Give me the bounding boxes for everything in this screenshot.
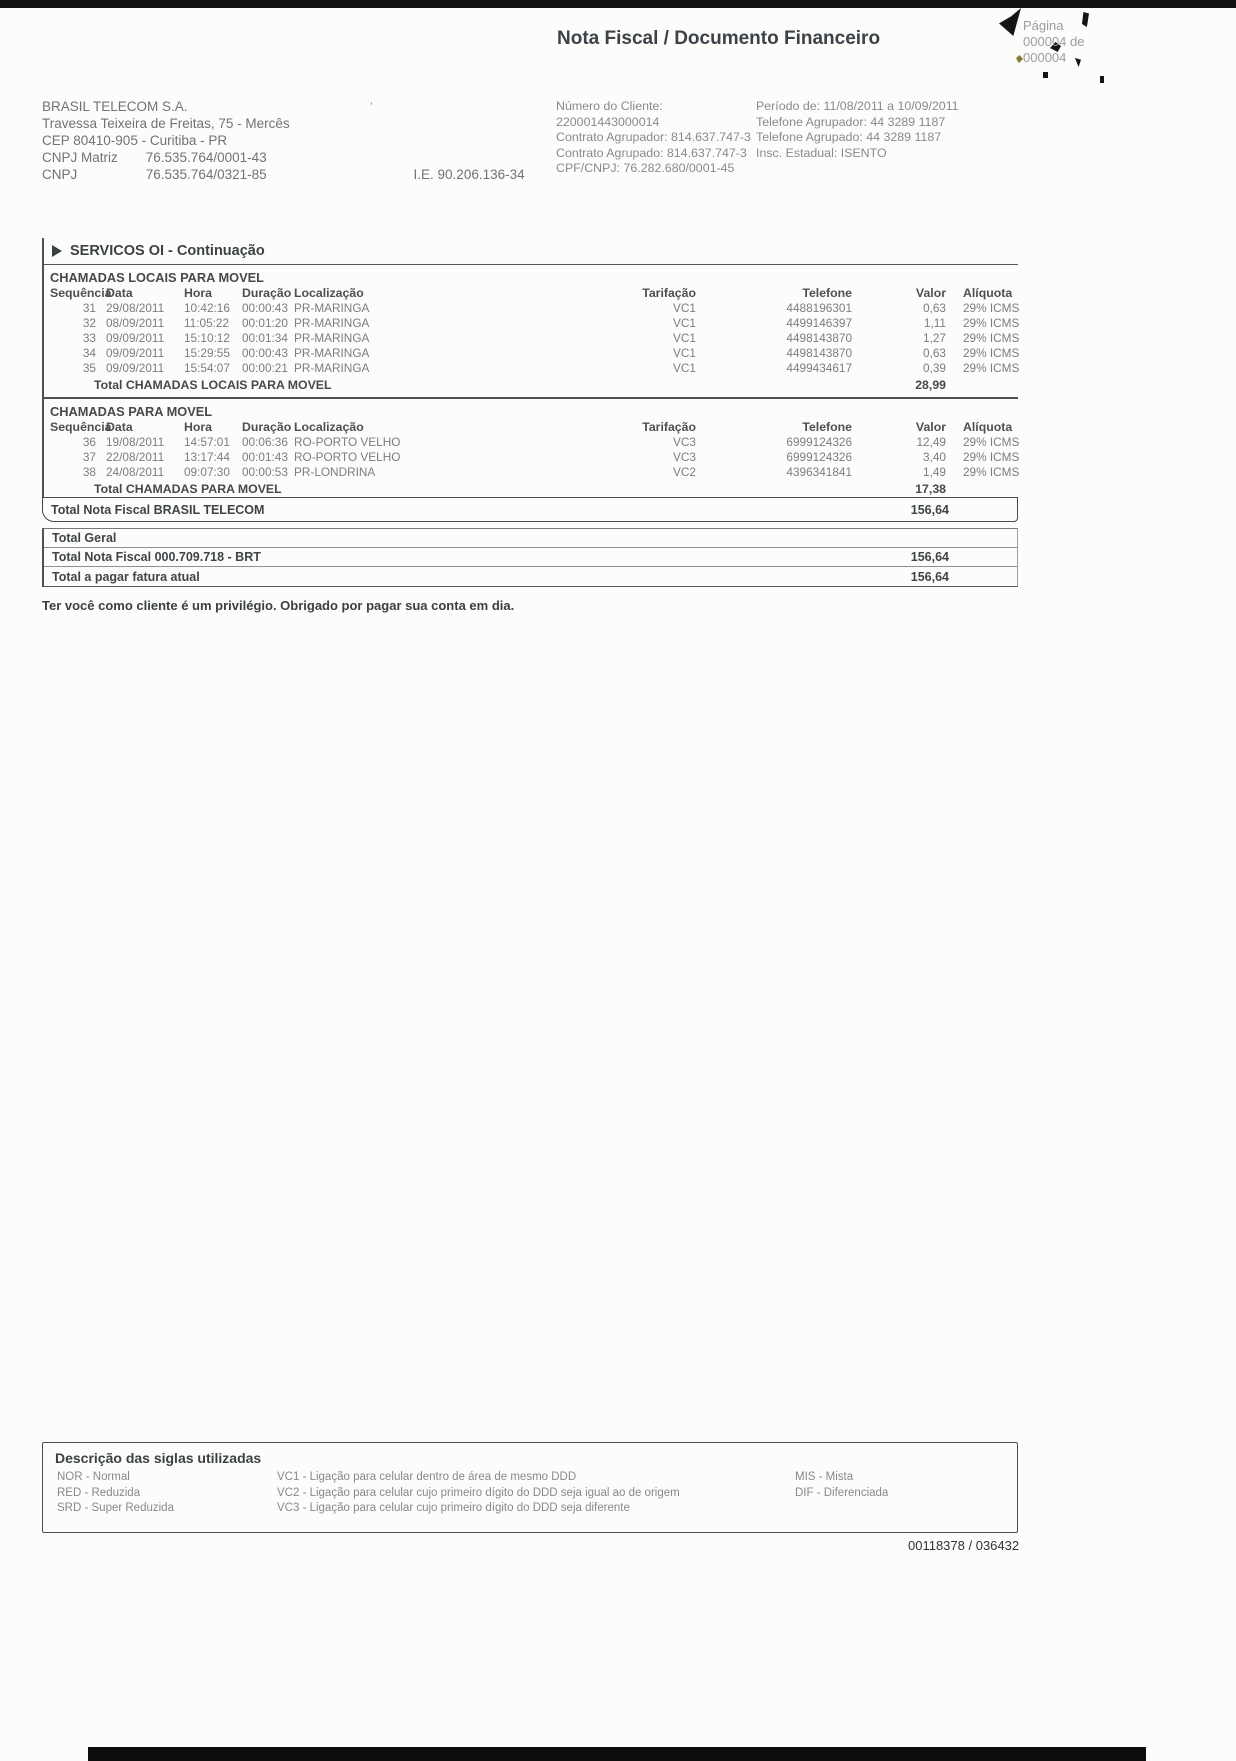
cnpj-label: CNPJ xyxy=(42,167,78,182)
table-cell: 00:00:43 xyxy=(242,346,288,360)
table-cell: 14:57:01 xyxy=(184,435,230,449)
column-header: Sequência xyxy=(50,286,112,300)
column-header: Hora xyxy=(184,420,213,434)
company-cep: CEP 80410-905 - Curitiba - PR xyxy=(42,133,228,148)
table-cell: 0,63 xyxy=(923,346,946,360)
total-nota-fiscal-box xyxy=(42,497,1018,522)
table-cell: 38 xyxy=(82,465,96,479)
page-counter-total: 000004 xyxy=(1023,50,1067,65)
table-row xyxy=(44,346,1018,361)
table-cell: 22/08/2011 xyxy=(106,450,165,464)
ie-value: I.E. 90.206.136-34 xyxy=(413,167,525,182)
client-info-right xyxy=(756,99,959,177)
table-cell: 29% ICMS xyxy=(963,361,1020,375)
table-cell: 31 xyxy=(82,301,96,315)
table-title: CHAMADAS LOCAIS PARA MOVEL xyxy=(50,270,264,285)
table-cell: VC3 xyxy=(673,450,696,464)
column-header: Tarifação xyxy=(642,286,696,300)
table-cell: 1,49 xyxy=(923,465,946,479)
table-cell: 29% ICMS xyxy=(963,331,1020,345)
column-header: Hora xyxy=(184,286,213,300)
legend-title: Descrição das siglas utilizadas xyxy=(55,1450,262,1466)
column-header: Alíquota xyxy=(963,286,1013,300)
column-header: Alíquota xyxy=(963,420,1013,434)
table-cell: 09/09/2011 xyxy=(106,331,165,345)
table-cell: 29/08/2011 xyxy=(106,301,165,315)
cnpj-matriz-label: CNPJ Matriz xyxy=(42,150,118,165)
table-cell: PR-LONDRINA xyxy=(294,465,376,479)
spacer-cell xyxy=(950,377,1012,394)
table-cell: 19/08/2011 xyxy=(106,435,165,449)
page-counter-number: 000004 de xyxy=(1023,34,1085,49)
table-cell: 37 xyxy=(82,450,96,464)
scan-top-bar xyxy=(0,0,1236,8)
page-title: Nota Fiscal / Documento Financeiro xyxy=(557,28,881,49)
table-title: CHAMADAS PARA MOVEL xyxy=(50,404,213,419)
table-cell: 29% ICMS xyxy=(963,465,1020,479)
list-item: VC1 - Ligação para celular dentro de área de mesmo DDD xyxy=(277,1471,577,1483)
column-header: Tarifação xyxy=(642,420,696,434)
table-cell: 00:01:43 xyxy=(242,450,288,464)
column-header: Data xyxy=(106,420,133,434)
table-cell: VC2 xyxy=(673,465,696,479)
list-item: Contrato Agrupador: 814.637.747-3 xyxy=(556,130,751,145)
table-cell: 15:54:07 xyxy=(184,361,230,375)
total-a-pagar-label: Total a pagar fatura atual xyxy=(52,569,200,584)
table-row xyxy=(44,435,1018,450)
table-cell: 4488196301 xyxy=(786,301,852,315)
scan-bottom-bar xyxy=(88,1747,1146,1761)
column-header: Duração xyxy=(242,420,292,434)
table-cell: 00:01:20 xyxy=(242,316,288,330)
table-total-value: 28,99 xyxy=(915,378,946,392)
table-cell: 29% ICMS xyxy=(963,301,1020,315)
table-row xyxy=(44,361,1018,376)
table-cell: VC1 xyxy=(673,301,696,315)
legend-column-misc xyxy=(795,1470,1017,1517)
company-name: BRASIL TELECOM S.A. xyxy=(42,99,188,114)
column-header: Localização xyxy=(294,420,364,434)
company-block xyxy=(42,98,525,183)
column-header: Telefone xyxy=(802,286,852,300)
table-cell: 00:00:43 xyxy=(242,301,288,315)
table-total-label: Total CHAMADAS LOCAIS PARA MOVEL xyxy=(94,378,332,392)
table-body xyxy=(44,435,1018,480)
column-header: Duração xyxy=(242,286,292,300)
section-arrow-icon xyxy=(52,245,62,257)
ink-smudge xyxy=(999,8,1021,36)
list-item: Contrato Agrupado: 814.637.747-3 xyxy=(556,145,747,160)
table-cell: 08/09/2011 xyxy=(106,316,165,330)
table-row xyxy=(44,316,1018,331)
legend-column-vc xyxy=(277,1470,795,1517)
spacer-cell xyxy=(950,481,1012,498)
table-cell: 15:29:55 xyxy=(184,346,230,360)
section-title: SERVICOS OI - Continuação xyxy=(70,243,265,259)
column-header: Valor xyxy=(915,420,946,434)
thank-you-message: Ter você como cliente é um privilégio. Obrigado por pagar sua conta em dia. xyxy=(42,598,515,613)
total-nf-brt-label: Total Nota Fiscal 000.709.718 - BRT xyxy=(52,550,261,564)
table-cell: 35 xyxy=(82,361,96,375)
table-cell: VC1 xyxy=(673,331,696,345)
list-item: Insc. Estadual: ISENTO xyxy=(756,145,887,160)
table-cell: 6999124326 xyxy=(786,450,852,464)
column-header: Sequência xyxy=(50,420,112,434)
table-cell: 00:06:36 xyxy=(242,435,288,449)
table-row xyxy=(44,450,1018,465)
table-cell: PR-MARINGA xyxy=(294,346,370,360)
client-info-left xyxy=(556,99,756,177)
list-item: Telefone Agrupador: 44 3289 1187 xyxy=(756,114,946,129)
total-a-pagar-row xyxy=(44,567,1017,586)
table-total-value: 17,38 xyxy=(915,482,946,496)
table-cell: PR-MARINGA xyxy=(294,331,370,345)
table-total-row xyxy=(44,376,1018,395)
column-header: Data xyxy=(106,286,133,300)
table-cell: 09/09/2011 xyxy=(106,346,165,360)
ink-smudge xyxy=(1016,55,1023,63)
table-cell: 10:42:16 xyxy=(184,301,230,315)
table-cell: 6999124326 xyxy=(786,435,852,449)
table-cell: 1,27 xyxy=(923,331,946,345)
company-cnpj-matriz-row xyxy=(42,149,525,166)
table-cell: PR-MARINGA xyxy=(294,301,370,315)
table-row xyxy=(44,331,1018,346)
list-item: DIF - Diferenciada xyxy=(795,1486,889,1499)
table-cell: 32 xyxy=(82,316,96,330)
table-cell: 4499146397 xyxy=(786,316,852,330)
table-cell: VC3 xyxy=(673,435,696,449)
table-cell: VC1 xyxy=(673,361,696,375)
ink-smudge xyxy=(1043,72,1048,78)
table-cell: 4498143870 xyxy=(786,331,852,345)
total-nf-brt-row xyxy=(44,548,1017,567)
legend-columns xyxy=(43,1470,1017,1517)
table-cell: RO-PORTO VELHO xyxy=(294,435,401,449)
table-cell: 1,11 xyxy=(923,316,946,330)
table-cell: 0,39 xyxy=(923,361,946,375)
table-cell: 09:07:30 xyxy=(184,465,230,479)
legend-box xyxy=(42,1442,1018,1533)
table-cell: 29% ICMS xyxy=(963,316,1020,330)
page-counter xyxy=(1023,18,1084,66)
total-nf-brt-value: 156,64 xyxy=(910,550,949,564)
ink-smudge xyxy=(1100,76,1104,83)
calls-table-local-movel xyxy=(44,265,1018,395)
list-item: Número do Cliente: 220001443000014 xyxy=(556,99,663,129)
list-item: CPF/CNPJ: 76.282.680/0001-45 xyxy=(556,161,735,176)
list-item: SRD - Super Reduzida xyxy=(57,1502,174,1514)
table-header-row xyxy=(44,286,1018,301)
table-body xyxy=(44,301,1018,376)
table-row xyxy=(44,465,1018,480)
legend-column-abbrev xyxy=(57,1470,277,1517)
table-cell: 29% ICMS xyxy=(963,450,1020,464)
table-cell: 13:17:44 xyxy=(184,450,230,464)
table-cell: PR-MARINGA xyxy=(294,361,370,375)
list-item: VC3 - Ligação para celular cujo primeiro dígito do DDD seja diferente xyxy=(277,1502,630,1514)
total-nota-fiscal-value: 156,64 xyxy=(910,502,949,517)
cnpj-matriz-value: 76.535.764/0001-43 xyxy=(145,150,267,165)
cnpj-value: 76.535.764/0321-85 xyxy=(145,167,267,182)
table-cell: 00:01:34 xyxy=(242,331,288,345)
table-cell: VC1 xyxy=(673,316,696,330)
table-cell: RO-PORTO VELHO xyxy=(294,450,401,464)
table-cell: 12,49 xyxy=(916,435,946,449)
list-item: Telefone Agrupado: 44 3289 1187 xyxy=(756,130,942,145)
table-cell: 4498143870 xyxy=(786,346,852,360)
table-cell: 09/09/2011 xyxy=(106,361,165,375)
services-section xyxy=(42,238,1018,504)
table-cell: 34 xyxy=(82,346,96,360)
section-header xyxy=(44,238,1018,265)
table-cell: 3,40 xyxy=(923,450,946,464)
total-nota-fiscal-label: Total Nota Fiscal BRASIL TELECOM xyxy=(51,502,265,517)
list-item: NOR - Normal xyxy=(57,1471,130,1483)
table-cell: 24/08/2011 xyxy=(106,465,165,479)
list-item: RED - Reduzida xyxy=(57,1486,141,1499)
client-info-block xyxy=(556,99,959,177)
table-cell: PR-MARINGA xyxy=(294,316,370,330)
calls-table-movel xyxy=(44,399,1018,499)
scan-artifact: ’ xyxy=(370,100,373,114)
document-code: 00118378 / 036432 xyxy=(908,1538,1020,1553)
page-counter-label: Página xyxy=(1023,18,1064,33)
table-cell: 33 xyxy=(82,331,96,345)
table-cell: 0,63 xyxy=(923,301,946,315)
table-cell: 15:10:12 xyxy=(184,331,230,345)
table-cell: 00:00:21 xyxy=(242,361,288,375)
list-item: Período de: 11/08/2011 a 10/09/2011 xyxy=(756,99,959,113)
table-cell: 4499434617 xyxy=(786,361,852,375)
table-cell: 29% ICMS xyxy=(963,346,1020,360)
total-a-pagar-value: 156,64 xyxy=(910,569,949,584)
table-cell: 11:05:22 xyxy=(184,316,230,330)
table-row xyxy=(44,301,1018,316)
table-cell: 36 xyxy=(82,435,96,449)
list-item: MIS - Mista xyxy=(795,1471,854,1483)
column-header: Localização xyxy=(294,286,364,300)
table-cell: VC1 xyxy=(673,346,696,360)
total-geral-label: Total Geral xyxy=(52,531,117,545)
column-header: Valor xyxy=(915,286,946,300)
total-geral-box xyxy=(42,528,1018,587)
table-cell: 00:00:53 xyxy=(242,465,288,479)
company-address: Travessa Teixeira de Freitas, 75 - Mercês xyxy=(42,116,290,131)
list-item: VC2 - Ligação para celular cujo primeiro dígito do DDD seja igual ao de origem xyxy=(277,1486,680,1499)
column-header: Telefone xyxy=(802,420,852,434)
total-geral-row xyxy=(44,529,1017,548)
table-cell: 4396341841 xyxy=(786,465,852,479)
company-cnpj-row xyxy=(42,166,525,183)
table-header-row xyxy=(44,420,1018,435)
table-cell: 29% ICMS xyxy=(963,435,1020,449)
table-total-label: Total CHAMADAS PARA MOVEL xyxy=(94,482,282,496)
